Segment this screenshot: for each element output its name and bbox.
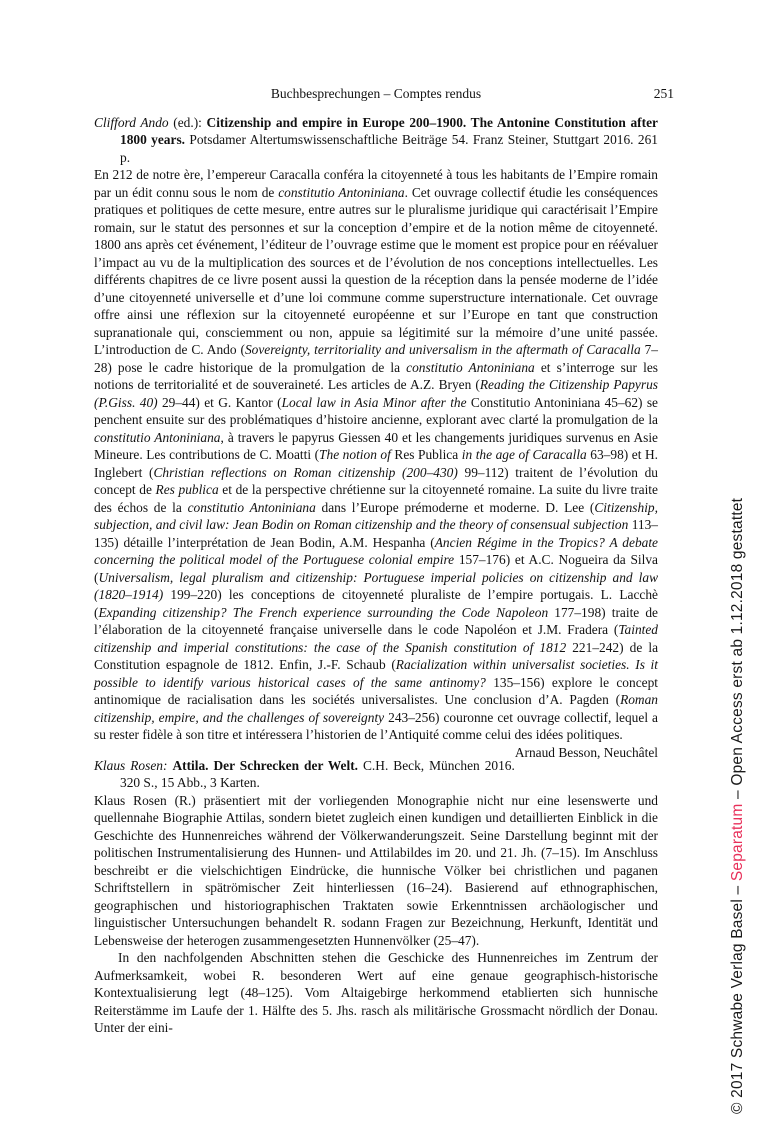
copyright-sidebar: © 2017 Schwabe Verlag Basel – Separatum – Open Access erst ab 1.12.2018 gestattet [729, 497, 746, 1114]
review-ando-heading: Clifford Ando (ed.): Citizenship and empire in Europe 200–1900. The Antonine Constitution after 1800 years. Potsdamer Altertumswissenschaftliche Beiträge 54. Franz Steiner, Stuttgart 2016. 261 p. [94, 114, 658, 165]
review-rosen-paragraph-2: In den nachfolgenden Abschnitten stehen die Geschicke des Hunnenreiches im Zentrum der Aufmerksamkeit, wobei R. besonderen Wert auf eine genaue geographisch-historische Kontextualisierung legt (48–125). Vom Altaigebirge herkommend etablierten sich hunnische Reiterstämme im Laufe der 1. Hälfte des 5. Jhs. rasch als militärische Grossmacht nördlich der Donau. Unter der eini- [94, 950, 658, 1035]
review-rosen [94, 757, 658, 1037]
review-ando [94, 114, 659, 760]
review-rosen-heading: Klaus Rosen: Attila. Der Schrecken der Welt. C.H. Beck, München 2016. 320 S., 15 Abb., 3 Karten. [94, 757, 515, 790]
page-number: 251 [653, 86, 674, 101]
running-head-title: Buchbesprechungen – Comptes rendus [270, 86, 482, 101]
reviewer-attribution: Arnaud Besson, Neuchâtel [514, 744, 658, 760]
text-column [94, 86, 674, 1037]
review-rosen-paragraph-1: Klaus Rosen (R.) präsentiert mit der vorliegenden Monographie nicht nur eine lesenswerte und quellennahe Biographie Attilas, sondern bietet zugleich einen kundigen und detaillierten Einblick in die Geschichte des Hunnenreiches während der Völkerwanderungszeit. Seine Darstellung beginnt mit der politischen Instrumentalisierung des Hunnen- und Attilabildes im 20. und 21. Jh. (7–15). Im Anschluss beschreibt er die vielschichtigen Eindrücke, die hunnische Völker bei christlichen und paganen Schriftstellern in spätrömischer Zeit hinterliessen (16–24). Basierend auf ethnographischen, geographischen und historiographischen Traktaten sowie Erkenntnissen archäologischer und linguistischer Untersuchungen behandelt R. sodann Fragen zur Bezeichnung, Herkunft, Identität und Lebensweise der heterogen zusammengesetzten Hunnenvölker (25–47). [94, 792, 658, 948]
review-ando-body [94, 166, 659, 760]
review-ando-text: En 212 de notre ère, l’empereur Caracalla conféra la citoyenneté à tous les habitants de l’Empire romain par un édit connu sous le nom de constitutio Antoniniana. Cet ouvrage collectif étudie les conséquences pratiques et politiques de cette mesure, entre autres sur le pluralisme juridique qui caractérisait l’Empire romain, sur le statut des personnes et sur la conception d’empire et de la notion même de citoyenneté. 1800 ans après cet événement, l’éditeur de l’ouvrage estime que le moment est propice pour en réévaluer l’impact au vu de la multiplication des sources et de l’évolution de nos conceptions intellectuelles. Les différents chapitres de ce livre posent aussi la question de la réception dans la pensée moderne de l’idée d’une citoyenneté universelle et d’une loi commune comme superstructure internationale. Cet ouvrage offre ainsi une réflexion sur la citoyenneté européenne et sur l’Europe en tant que construction supranationale qui, consciemment ou non, appuie sa légitimité sur la mémoire d’une unité passée. L’introduction de C. Ando (Sovereignty, territoriality and universalism in the aftermath of Caracalla 7–28) pose le cadre historique de la promulgation de la constitutio Antoniniana et s’interroge sur les notions de territorialité et de souveraineté. Les articles de A.Z. Bryen (Reading the Citizenship Papyrus (P.Giss. 40) 29–44) et G. Kantor (Local law in Asia Minor after the Constitutio Antoniniana 45–62) se penchent ensuite sur des problématiques d’histoire ancienne, explorant avec clarté la promulgation de la constitutio Antoniniana, à travers le papyrus Giessen 40 et les changements juridiques survenus en Asie Mineure. Les contributions de C. Moatti (The notion of Res Publica in the age of Caracalla 63–98) et H. Inglebert (Christian reflections on Roman citizenship (200–430) 99–112) traitent de l’évolution du concept de Res publica et de la perspective chrétienne sur la citoyenneté romaine. La suite du livre traite des échos de la constitutio Antoniniana dans l’Europe prémoderne et moderne. D. Lee (Citizenship, subjection, and civil law: Jean Bodin on Roman citizenship and the theory of consensual subjection 113–135) détaille l’interprétation de Jean Bodin, A.M. Hespanha (Ancien Régime in the Tropics? A debate concerning the political model of the Portuguese colonial empire 157–176) et A.C. Nogueira da Silva (Universalism, legal pluralism and citizenship: Portuguese imperial policies on citizenship and law (1820–1914) 199–220) les conceptions de citoyenneté pluraliste de l’empire portugais. L. Lacchè (Expanding citizenship? The French experience surrounding the Code Napoleon 177–198) traite de l’élaboration de la citoyenneté française universelle dans le code Napoléon et J.M. Fradera (Tainted citizenship and imperial constitutions: the case of the Spanish constitution of 1812 221–242) de la Constitution espagnole de 1812. Enfin, J.-F. Schaub (Racialization within universalist societies. Is it possible to identify various historical cases of the same antinomy? 135–156) explore le concept antinomique de racialisation dans les sociétés universalistes. Une conclusion d’A. Pagden (Roman citizenship, empire, and the challenges of sovereignty 243–256) couronne cet ouvrage collectif, lequel a su rester fidèle à son titre et intéressera l’historien de l’Antiquité comme celui des idées politiques. [94, 167, 659, 742]
running-head [94, 86, 674, 101]
